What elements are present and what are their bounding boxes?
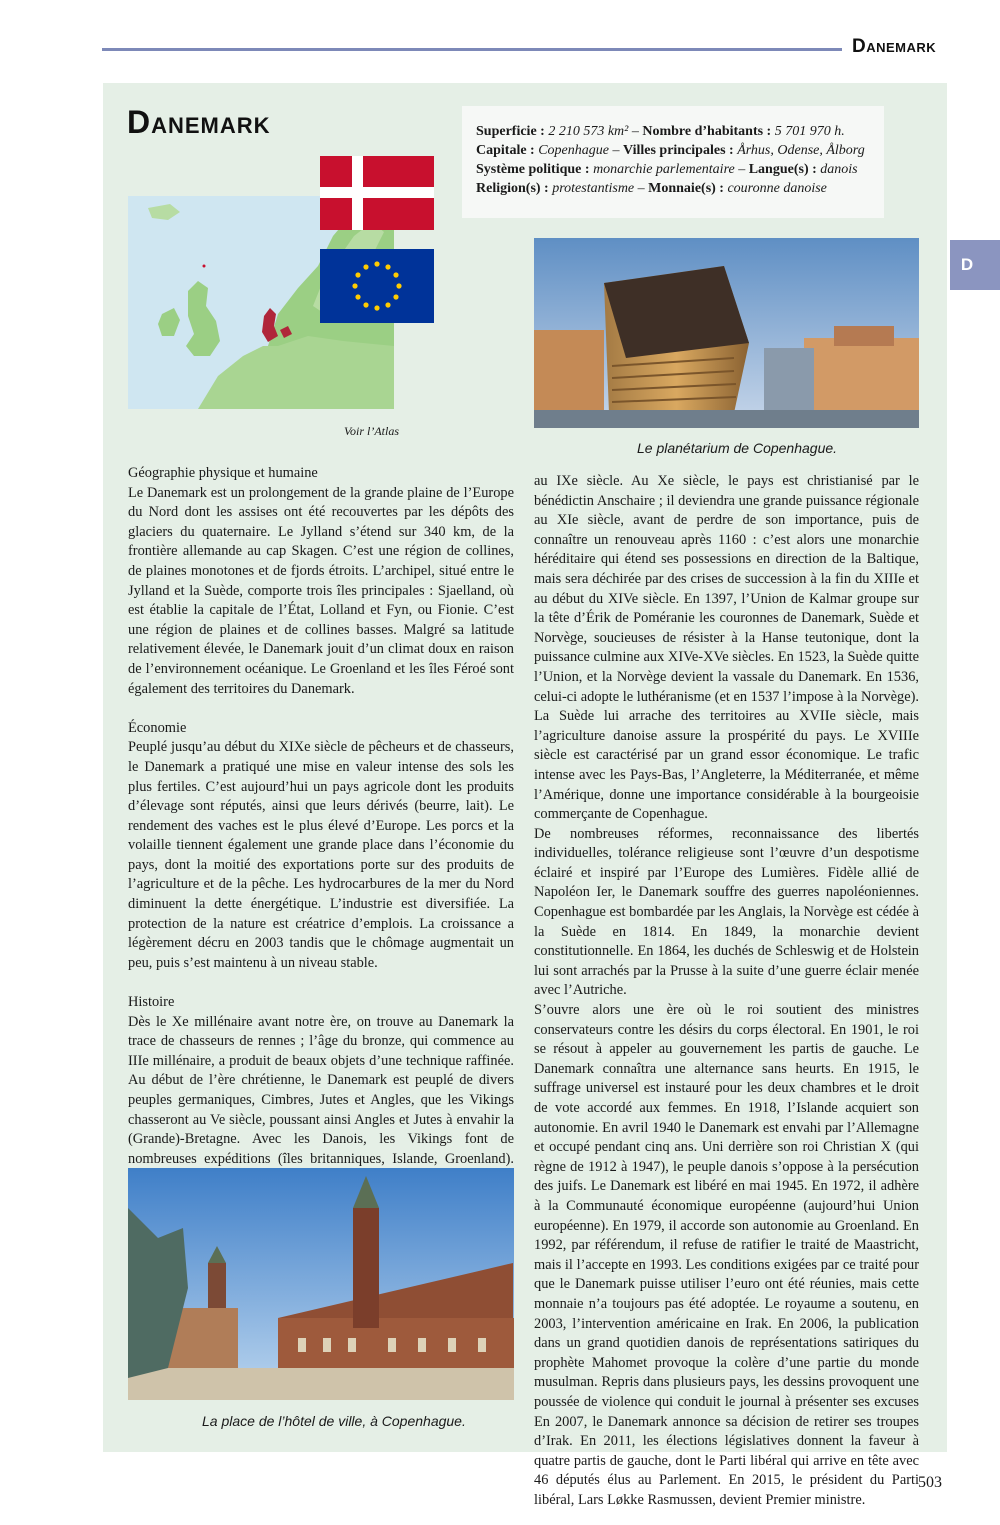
facts-run: Copenhague –	[538, 143, 623, 158]
city-hall-caption: La place de l’hôtel de ville, à Copenhague.	[202, 1413, 466, 1429]
facts-run: 2 210 573 km² –	[548, 124, 643, 139]
city-hall-square-photo	[128, 1168, 514, 1400]
country-facts-box	[462, 106, 884, 218]
left-text-column	[128, 464, 514, 1209]
facts-run: Nombre d’habitants :	[642, 124, 775, 139]
atlas-caption: Voir l’Atlas	[344, 424, 400, 438]
danish-flag	[320, 156, 434, 230]
facts-run: Århus, Odense, Ålborg	[737, 143, 865, 158]
facts-line-3	[476, 160, 870, 179]
history-continued-paragraph-1: au IXe siècle. Au Xe siècle, le pays est christianisé par le bénédictin Anschaire ; il deviendra une grande puissance régionale au XIe siècle, avant de perdre de son importance, puis de connaître un renouveau après 1160 : c’est alors une monarchie héréditaire qui étend ses possessions en direction de la Baltique, mais sera déchirée par des crises de succession à la fin du XIIIe et au début du XIVe siècle. En 1397, l’Union de Kalmar groupe sur la tête d’Érik de Poméranie les couronnes de Danemark, Suède et Norvège, soucieuses de résister à la Hanse teutonique, dont la puissance culmine aux XIVe-XVe siècles. En 1523, la Suède quitte l’Union, et la Norvège devient la vassale du Danemark. En 1536, celui-ci adopte le luthéranisme (et en 1537 l’impose à la Norvège). La Suède lui arrache des territoires au XVIIe siècle, mais l’agriculture danoise assure la prospérité du pays. Le XVIIIe siècle est caractérisé par un grand essor économique. Le trafic intense avec les Pays-Bas, l’Angleterre, la Méditerranée, et même l’Amérique, donne une importance considérable à la bourgeoisie commerçante de Copenhague.	[534, 473, 919, 823]
right-text-column	[534, 472, 919, 1510]
facts-run: Religion(s) :	[476, 181, 553, 196]
header-country-name: Danemark	[852, 36, 937, 57]
facts-run: Capitale :	[476, 143, 539, 158]
facts-line-2	[476, 141, 870, 160]
facts-run: couronne danoise	[727, 181, 827, 196]
facts-run: Superficie :	[476, 124, 549, 139]
planetarium-caption: Le planétarium de Copenhague.	[637, 440, 838, 456]
history-continued-paragraph-3: S’ouvre alors une ère où le roi soutient des ministres conservateurs contre les désirs du corps électoral. En 1901, le roi se résout à appeler au gouvernement les partis de gauche. Le Danemark connaîtra une alternance sans heurts. En 1915, le suffrage universel est instauré pour les deux chambres et le droit de vote accordé aux femmes. En 1918, l’Islande acquiert son autonomie. En avril 1940 le Danemark est envahi par l’Allemagne et occupé pendant cinq ans. Uni derrière son roi Christian X (qui règne de 1912 à 1947), le peuple danois s’oppose à la persécution des juifs. Le Danemark est libéré en mai 1945. En 1972, il adhère à la Communauté économique européenne (aujourd’hui Union européenne). En 1979, il accorde son autonomie au Groenland. En 1992, par référendum, il refuse de ratifier le traité de Maastricht, mais il l’accepte en 1993. Les conditions exigées par ce traité pour que le Danemark puisse utiliser l’euro ont été réunies, mais cette monnaie n’a toujours pas été adoptée. Le royaume a soutenu, en 2003, l’intervention américaine en Irak. En 2006, la publication dans un grand quotidien danois de représentations satiriques du prophète Mahomet provoque la colère d’une partie du monde musulman. Repris dans plusieurs pays, les dessins provoquent une poussée de violence qui conduit le journal à présenter ses excuses En 2007, le Danemark annonce sa décision de retirer ses troupes d’Irak. En 2011, les élections législatives donnent la faveur à quatre partis de gauche, dont le Parti libéral qui arrive en tête avec 46 députés élus au Parlement. En 2015, le président du Parti libéral, Lars Løkke Rasmussen, devient Premier ministre.	[534, 1002, 919, 1508]
facts-run: Langue(s) :	[748, 162, 821, 177]
facts-run: Villes principales :	[622, 143, 738, 158]
page-title: Danemark	[127, 104, 271, 140]
facts-run: Système politique :	[476, 162, 594, 177]
facts-line-4	[476, 179, 870, 198]
planetarium-photo	[534, 238, 919, 428]
section-heading-history: Histoire	[128, 994, 175, 1011]
facts-line-1	[476, 122, 870, 141]
facts-run: protestantisme –	[552, 181, 649, 196]
facts-run: monarchie parlementaire –	[593, 162, 749, 177]
header-rule	[102, 48, 842, 51]
economy-paragraph: Peuplé jusqu’au début du XIXe siècle de pêcheurs et de chasseurs, le Danemark a pratiqué une mise en valeur intense des sols les plus fertiles. C’est aujourd’hui un pays agricole dont les produits d’élevage sont réputés, ainsi que leurs dérivés (beurre, lait). Le rendement des vaches est le plus élevé d’Europe. Les porcs et la volaille tiennent également une grande place dans l’économie du pays, dont la moitié des exportations porte sur des produits de l’agriculture et de la pêche. Les hydrocarbures de la mer du Nord diminuent la dette énergétique. L’industrie est diversifiée. La protection de la nature est créatrice d’emplois. La croissance a légèrement décru en 2003 tandis que le chômage augmentait un peu, puis s’est maintenu à un niveau stable.	[128, 739, 514, 971]
eu-flag	[320, 249, 434, 323]
facts-run: Monnaie(s) :	[648, 181, 728, 196]
geography-paragraph: Le Danemark est un prolongement de la grande plaine de l’Europe du Nord dont les assises ont été recouvertes par les dépôts des glaciers du quaternaire. Le Jylland s’étend sur 340 km, de la frontière allemande au cap Skagen. C’est une région de collines, de plaines monotones et de fjords étroits. L’archipel, situé entre le Jylland et la Suède, comporte trois îles principales : Sjaelland, où est établie la capitale de l’État, Lolland et Fyn, ou Fionie. C’est une région de plaines et de collines basses. Malgré sa latitude relativement élevée, le Danemark jouit d’un climat doux en raison de l’environnement océanique. Le Groenland et les îles Féroé sont également des territoires du Danemark.	[128, 484, 514, 697]
section-heading-economy: Économie	[128, 719, 187, 736]
page-number: 503	[918, 1474, 942, 1491]
history-continued-paragraph-2: De nombreuses réformes, reconnaissance des libertés individuelles, tolérance religieuse sont l’œuvre d’un despotisme éclairé et inspiré par l’Europe des Lumières. Fidèle allié de Napoléon Ier, le Danemark souffre des guerres napoléoniennes. Copenhague est bombardée par les Anglais, la Norvège est cédée à la Suède en 1814. En 1849, la monarchie devient constitutionnelle. En 1864, les duchés de Schleswig et de Holstein lui sont arrachés par la Prusse à la suite d’une guerre éclair menée avec l’Autriche.	[534, 825, 919, 999]
history-paragraph: Dès le Xe millénaire avant notre ère, on trouve au Danemark la trace de chasseurs de rennes ; l’âge du bronze, qui commence au IIIe millénaire, a produit de beaux objets d’une technique raffinée. Au début de l’ère chrétienne, le Danemark est peuplé de divers peuples germaniques, Cimbres, Jutes et Angles, que les Vikings chasseront au Ve siècle, poussant ainsi Angles et Jutes à envahir la (Grande)-Bretagne. Avec les Danois, les Vikings font de nombreuses expéditions (îles britanniques, Islande, Groenland).	[128, 1013, 514, 1167]
section-heading-geography: Géographie physique et humaine	[128, 465, 318, 481]
thumb-index-tab[interactable]: D	[950, 240, 1000, 290]
facts-run: danois	[820, 162, 858, 177]
facts-run: 5 701 970 h.	[774, 124, 845, 139]
